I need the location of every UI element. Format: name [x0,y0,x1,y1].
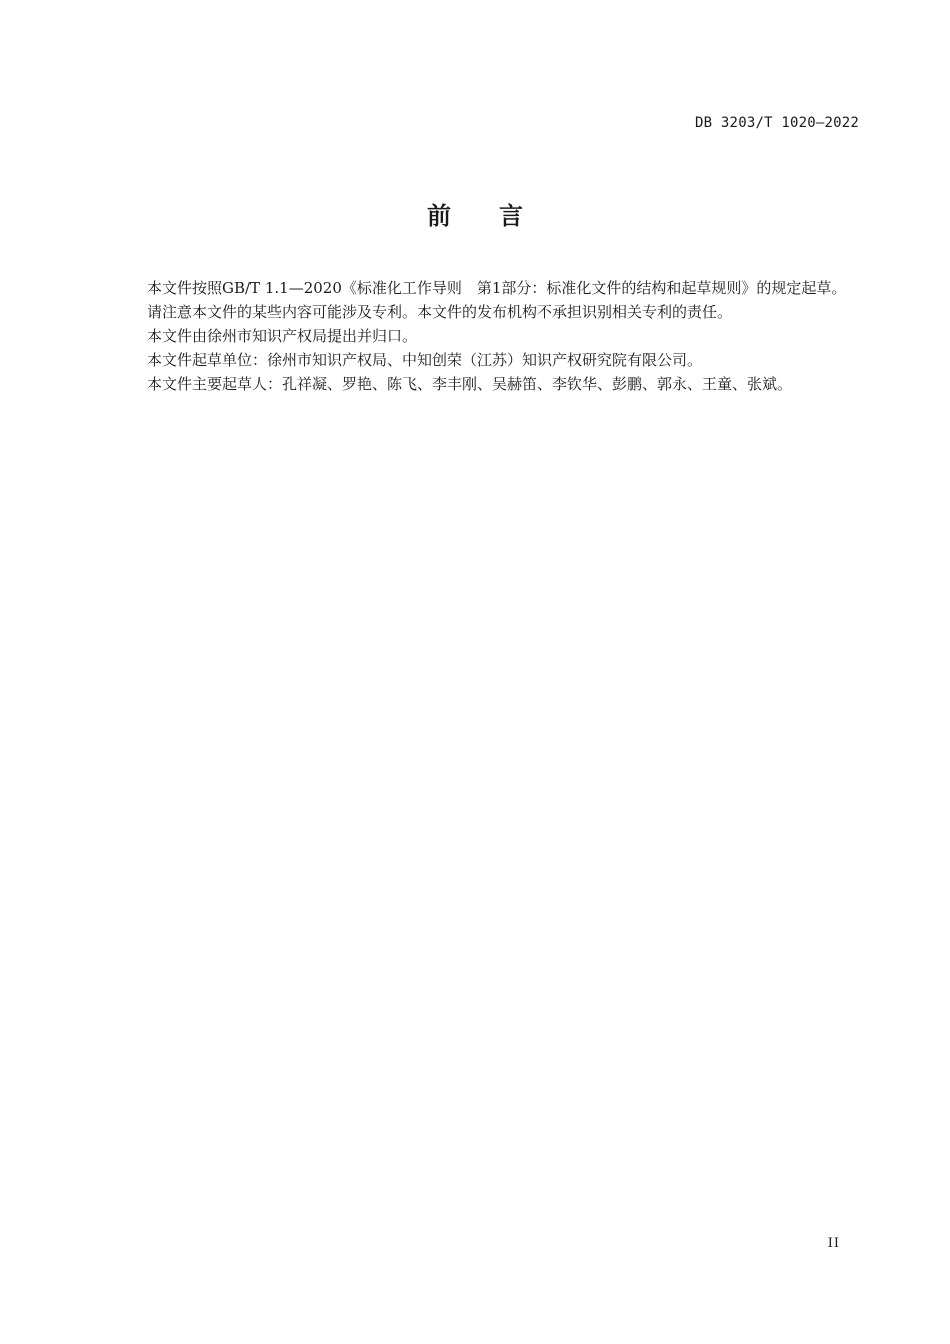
page-title: 前言 [427,202,571,230]
paragraph-drafting-units: 本文件起草单位：徐州市知识产权局、中知创荣（江苏）知识产权研究院有限公司。 [147,351,703,369]
foreword-body [115,276,860,396]
paragraph-drafters: 本文件主要起草人：孔祥凝、罗艳、陈飞、李丰刚、吴赫笛、李钦华、彭鹏、郭永、王童、张斌。 [147,375,793,393]
page-number: II [827,1236,840,1251]
paragraph-drafting-rules: 本文件按照GB/T 1.1—2020《标准化工作导则 第1部分：标准化文件的结构和起草规则》的规定起草。 [147,279,847,297]
paragraph-proposer: 本文件由徐州市知识产权局提出并归口。 [147,327,418,345]
document-code: DB 3203/T 1020—2022 [695,115,859,131]
paragraph-patent-notice: 请注意本文件的某些内容可能涉及专利。本文件的发布机构不承担识别相关专利的责任。 [147,303,733,321]
